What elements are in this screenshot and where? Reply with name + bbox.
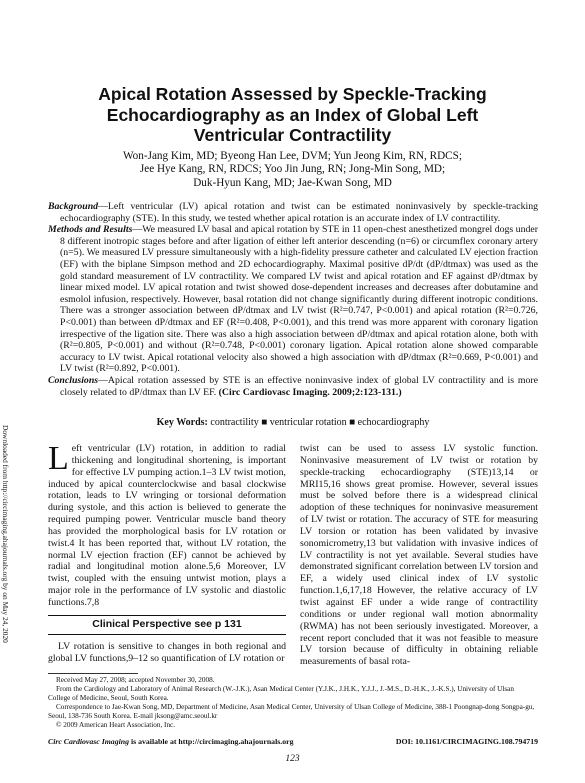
footnote-divider (48, 673, 138, 674)
author-list (60, 150, 525, 190)
body-column-right (300, 443, 538, 668)
abstract-background: Background—Left ventricular (LV) apical rotation and twist can be estimated noninvasively by speckle-tracking echocardiography (STE). In this study, we tested whether apical rotation is an accurate index of LV contractility. (48, 201, 538, 224)
background-label: Background (48, 201, 99, 212)
abstract (48, 201, 538, 398)
page-number: 123 (285, 754, 300, 764)
doi[interactable]: DOI: 10.1161/CIRCIMAGING.108.794719 (395, 737, 538, 746)
clinical-perspective-link[interactable]: Clinical Perspective see p 131 (48, 615, 286, 635)
footnote: © 2009 American Heart Association, Inc. (56, 720, 176, 729)
journal-name: Circ Cardiovasc Imaging (48, 737, 130, 746)
keywords-label: Key Words: (156, 417, 208, 428)
author-line: Jee Hye Kang, RN, RDCS; Yoo Jin Jung, RN; Jong-Min Song, MD; (139, 163, 446, 176)
footnote: Correspondence to Jae-Kwan Song, MD, Department of Medicine, Asan Medical Center, University of Ulsan College of Medicine, 388-1 Poongnap-dong Songpa-gu, Seoul, 138-736 South Korea. E-mail jksong@amc.seoul.kr (48, 702, 535, 720)
body-paragraph: LV rotation is sensitive to changes in both regional and global LV functions,9–12 so quantification of LV rotation or (48, 640, 286, 664)
conclusions-label: Conclusions (48, 374, 99, 386)
journal-availability (48, 737, 293, 746)
keywords (48, 417, 538, 428)
journal-url[interactable]: is available at http://circimaging.ahajournals.org (129, 737, 294, 746)
citation: (Circ Cardiovasc Imaging. 2009;2:123-131.) (218, 386, 402, 398)
methods-label: Methods and Results (48, 224, 133, 236)
intro-paragraph: Left ventricular (LV) rotation, in addition to radial thickening and longitudinal shortening, is important for effective LV pumping action.1–3 LV twist motion, induced by apical counterclockwise and basal clockwise rotation, leads to LV wringing or torsional deformation during systole, and this action is believed to generate the required pumping power. Ventricular muscle band theory has provided the morphological basis for LV rotation or twist.4 It has been reported that, without LV rotation, the normal LV ejection fraction (EF) cannot be achieved by radial and longitudinal motion alone.5,6 Moreover, LV twist, coupled with the ensuing untwist motion, plays a major role in the performance of LV systolic and diastolic functions.7,8 (48, 440, 286, 608)
abstract-methods: Methods and Results—We measured LV basal and apical rotation by STE in 11 open-chest anesthetized mongrel dogs under 8 different inotropic stages before and after ligation of either left anterior descending (n=6) or circumflex coronary artery (n=5). We measured LV pressure simultaneously with a high-fidelity pressure catheter and calculated LV ejection fraction (EF) with the biplane Simpson method and 2D echocardiography. Maximal positive dP/dt (dP/dtmax) was used as the gold standard measurement of LV contractility. We compared LV twist and apical rotation and EF against dP/dtmax by linear mixed model. LV apical rotation and twist showed dose-dependent increases and decreases after dobutamine and esmolol infusion, respectively. However, basal rotation did not change significantly during different inotropic conditions. There was a stronger association between dP/dtmax and LV twist (R²=0.747, P<0.001) and apical rotation (R²=0.726, P<0.001) than between dP/dtmax and EF (R²=0.408, P<0.001), and this trend was more apparent with coronary ligation irrespective of the ligation site. There was also a high association between dP/dtmax and apical rotation alone, both with (R²=0.805, P<0.001) and without (R²=0.748, P<0.001) coronary ligation. Apical rotation alone showed comparable accuracy to LV twist. Apical rotational velocity also showed a high association with dP/dtmax (R²=0.669, P<0.001) and LV twist (R²=0.892, P<0.001). (48, 224, 538, 375)
article-title: Apical Rotation Assessed by Speckle-Tracking Echocardiography as an Index of Global Left Ventricular Contractility (98, 84, 487, 145)
author-line: Duk-Hyun Kang, MD; Jae-Kwan Song, MD (193, 176, 392, 189)
drop-cap: L (48, 440, 69, 477)
footnotes (48, 676, 538, 729)
download-note: Downloaded from http://circimaging.ahajournals.org by on May 24, 2020 (1, 425, 10, 643)
body-column-left (48, 440, 286, 664)
body-paragraph: twist can be used to assess LV systolic function. Noninvasive measurement of LV twist or rotation by speckle-tracking echocardiography (STE)13,14 or MRI15,16 shows great promise. However, several issues must be solved before there is a widespread clinical adoption of these techniques for noninvasive measurement of LV twist or rotation. The accuracy of STE for measuring LV torsion or rotation has been validated by invasive sonomicrometry,13 but validation with invasive indices of LV contractility is not yet available. Several studies have demonstrated significant correlation between LV torsion and EF, a widely used clinical index of LV systolic function.1,6,17,18 However, the relative accuracy of LV twist against EF under a wide range of contractility conditions or under regional wall motion abnormality (RWMA) has not been seriously investigated. Moreover, a recent report concluded that it was not feasible to measure LV torsion because of difficulty in obtaining reliable measurements of basal rota- (300, 443, 538, 668)
abstract-conclusions: Conclusions—Apical rotation assessed by STE is an effective noninvasive index of global LV contractility and is more closely related to dP/dtmax than LV EF. (Circ Cardiovasc Imaging. 2009;2:123-131.) (48, 374, 538, 398)
footnote: Received May 27, 2008; accepted November 30, 2008. (56, 676, 215, 684)
footnote: From the Cardiology and Laboratory of Animal Research (W.-J.K.), Asan Medical Center (Y.J.K., J.H.K., Y.J.J., J.-M.S., D.-H.K., J.-K.S.), University of Ulsan College of Medicine, Seoul, South Korea. (48, 684, 514, 702)
author-line: Won-Jang Kim, MD; Byeong Han Lee, DVM; Yun Jeong Kim, RN, RDCS; (123, 150, 462, 162)
keywords-text: contractility ■ ventricular rotation ■ echocardiography (210, 417, 430, 428)
